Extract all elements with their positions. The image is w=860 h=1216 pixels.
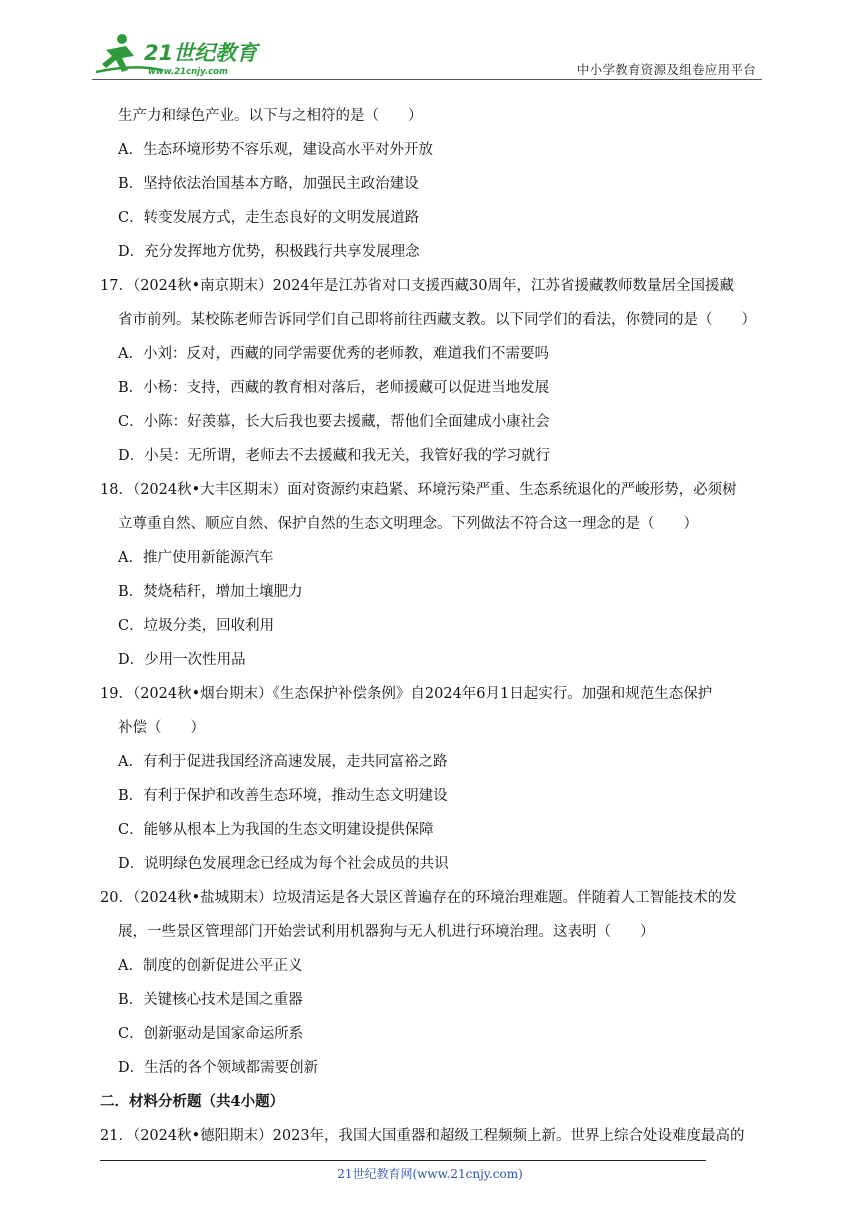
question-stem: 20．（2024秋•盐城期末）垃圾清运是各大景区普遍存在的环境治理难题。伴随着人工智能技术的发 xyxy=(100,890,737,906)
answer-option: C．能够从根本上为我国的生态文明建设提供保障 xyxy=(118,822,434,838)
question-stem: 19．（2024秋•烟台期末）《生态保护补偿条例》自2024年6月1日起实行。加强和规范生态保护 xyxy=(100,686,713,702)
answer-option: C．垃圾分类，回收利用 xyxy=(118,618,275,634)
answer-option: A．有利于促进我国经济高速发展，走共同富裕之路 xyxy=(118,754,448,770)
answer-option: D．充分发挥地方优势，积极践行共享发展理念 xyxy=(118,244,420,260)
answer-option: A．制度的创新促进公平正义 xyxy=(118,958,303,974)
platform-title: 中小学教育资源及组卷应用平台 xyxy=(576,62,756,77)
answer-option: B．小杨：支持，西藏的教育相对落后，老师援藏可以促进当地发展 xyxy=(118,380,550,396)
answer-option: D．生活的各个领域都需要创新 xyxy=(118,1060,319,1076)
question-content xyxy=(100,104,768,1158)
logo-title: 21世纪教育 xyxy=(144,41,258,65)
answer-option: C．转变发展方式，走生态良好的文明发展道路 xyxy=(118,210,420,226)
question-text-continued: 省市前列。某校陈老师告诉同学们自己即将前往西藏支教。以下同学们的看法，你赞同的是（ ） xyxy=(118,312,756,328)
answer-option: D．说明绿色发展理念已经成为每个社会成员的共识 xyxy=(118,856,449,872)
question-stem: 21．（2024秋•德阳期末）2023年，我国大国重器和超级工程频频上新。世界上综合处设难度最高的 xyxy=(100,1128,745,1144)
answer-option: A．推广使用新能源汽车 xyxy=(118,550,274,566)
answer-option: B．坚持依法治国基本方略，加强民主政治建设 xyxy=(118,176,419,192)
answer-option: B．焚烧秸秆，增加土壤肥力 xyxy=(118,584,303,600)
question-text-continued: 生产力和绿色产业。以下与之相符的是（ ） xyxy=(118,108,423,124)
question-stem: 18．（2024秋•大丰区期末）面对资源约束趋紧、环境污染严重、生态系统退化的严峻形势，必须树 xyxy=(100,482,737,498)
logo-figure-head xyxy=(117,34,127,44)
header-divider xyxy=(92,79,762,80)
question-text-continued: 展，一些景区管理部门开始尝试利用机器狗与无人机进行环境治理。这表明（ ） xyxy=(118,924,655,940)
page-header xyxy=(92,30,762,82)
logo-21cnjy xyxy=(92,30,267,78)
answer-option: D．少用一次性用品 xyxy=(118,652,246,668)
answer-option: A．生态环境形势不容乐观，建设高水平对外开放 xyxy=(118,142,433,158)
answer-option: B．有利于保护和改善生态环境，推动生态文明建设 xyxy=(118,788,448,804)
answer-option: B．关键核心技术是国之重器 xyxy=(118,992,303,1008)
footer-divider xyxy=(100,1160,706,1161)
answer-option: C．创新驱动是国家命运所系 xyxy=(118,1026,304,1042)
question-text-continued: 补偿（ ） xyxy=(118,720,205,736)
logo-url: www.21cnjy.com xyxy=(148,67,228,77)
footer-source: 21世纪教育网(www.21cnjy.com) xyxy=(337,1167,523,1181)
question-text-continued: 立尊重自然、顺应自然、保护自然的生态文明理念。下列做法不符合这一理念的是（ ） xyxy=(118,516,698,532)
answer-option: A．小刘：反对，西藏的同学需要优秀的老师教，难道我们不需要吗 xyxy=(118,346,549,362)
answer-option: C．小陈：好羡慕，长大后我也要去援藏，帮他们全面建成小康社会 xyxy=(118,414,550,430)
section-heading: 二．材料分析题（共4小题） xyxy=(100,1093,285,1110)
question-stem: 17．（2024秋•南京期末）2024年是江苏省对口支援西藏30周年，江苏省援藏教师数量居全国援藏 xyxy=(100,278,735,294)
answer-option: D．小吴：无所谓，老师去不去援藏和我无关，我管好我的学习就行 xyxy=(118,448,551,464)
